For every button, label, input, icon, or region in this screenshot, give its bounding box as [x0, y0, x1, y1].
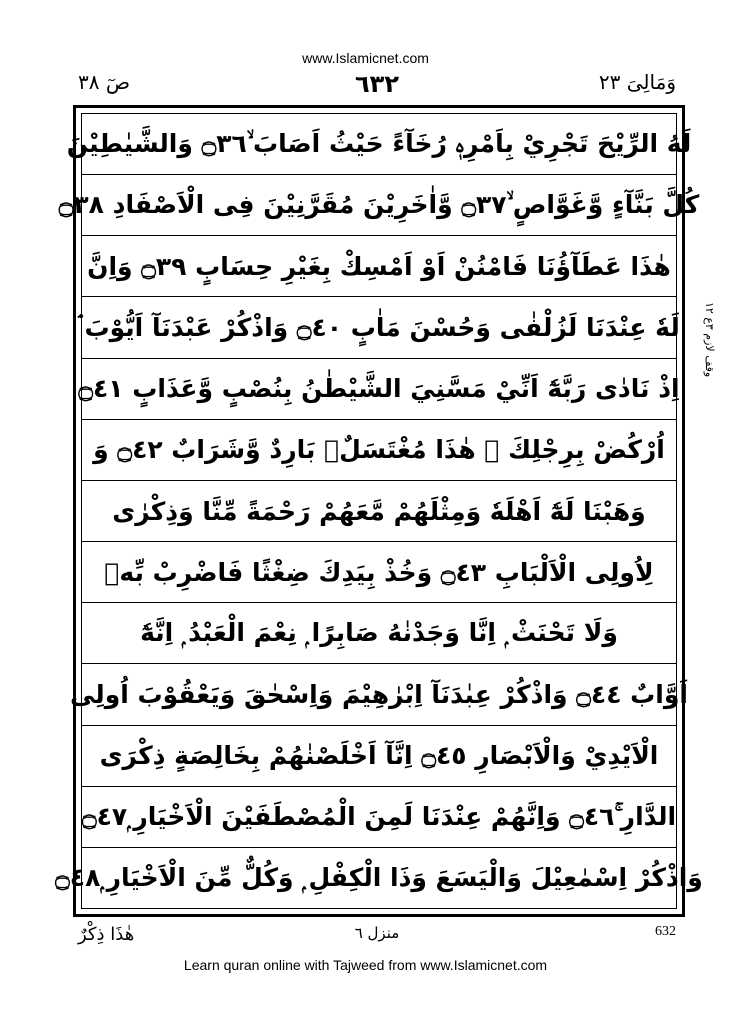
ruku-margin-note: وقف لازم ٣ع ١٢: [703, 302, 716, 378]
para-label: وَمَالِیَ ٢٣: [598, 70, 676, 94]
verse-line: لَهُ الرِّيْحَ تَجْرِيْ بِاَمْرِهٖ رُخَآءً حَيْثُ اَصَابَ ۙ۝٣٦ وَالشَّيٰطِيْنَ: [82, 114, 676, 175]
page-header: [78, 70, 676, 98]
catchword: هٰذَا ذِكْرٌ: [78, 924, 135, 945]
verse-line: وَلَا تَحْنَثْ ۭ اِنَّا وَجَدْنٰهُ صَابِرًا ۭ نِعْمَ الْعَبْدُ ۭ اِنَّهٗٓ: [82, 603, 676, 664]
site-url[interactable]: www.Islamicnet.com: [302, 50, 429, 66]
verse-line: كُلَّ بَنَّآءٍ وَّغَوَّاصٍ ۙ۝٣٧ وَّاٰخَرِيْنَ مُقَرَّنِيْنَ فِى الْاَصْفَادِ ۝٣٨: [82, 175, 676, 236]
verse-line: وَاذْكُرْ اِسْمٰعِيْلَ وَالْيَسَعَ وَذَا الْكِفْلِ ۭ وَكُلٌّ مِّنَ الْاَخْيَارِ ۭ۝٤٨: [55, 862, 703, 892]
verse-line: وَهَبْنَا لَهٗٓ اَهْلَهٗ وَمِثْلَهُمْ مَّعَهُمْ رَحْمَةً مِّنَّا وَذِكْرٰى: [82, 481, 676, 542]
verse-line: اَوَّابٌ ۝٤٤ وَاذْكُرْ عِبٰدَنَآ اِبْرٰهِيْمَ وَاِسْحٰقَ وَيَعْقُوْبَ اُولِى: [82, 664, 676, 725]
verse-line: اِذْ نَادٰى رَبَّهٗٓ اَنِّيْ مَسَّنِيَ الشَّيْطٰنُ بِنُصْبٍ وَّعَذَابٍ ۝٤١: [82, 359, 676, 420]
verse-line: الدَّارِ ۚ۝٤٦ وَاِنَّهُمْ عِنْدَنَا لَمِنَ الْمُصْطَفَيْنَ الْاَخْيَارِ ۭ۝٤٧: [82, 787, 676, 848]
surah-label: صٓ ٣٨: [78, 70, 131, 94]
manzil-label: منزل ٦: [354, 924, 400, 942]
verse-line: هٰذَا عَطَآؤُنَا فَامْنُنْ اَوْ اَمْسِكْ بِغَيْرِ حِسَابٍ ۝٣٩ وَاِنَّ: [82, 236, 676, 297]
verse-lines: [55, 113, 703, 909]
verse-line: لِاُولِى الْاَلْبَابِ ۝٤٣ وَخُذْ بِيَدِكَ ضِغْثًا فَاضْرِبْ بِّهٖ: [82, 542, 676, 603]
verse-line: الْاَيْدِيْ وَالْاَبْصَارِ ۝٤٥ اِنَّآ اَخْلَصْنٰهُمْ بِخَالِصَةٍ ذِكْرَى: [82, 726, 676, 787]
page-number-arabic: ٦٣٢: [355, 70, 399, 98]
verse-line: اُرْكُضْ بِرِجْلِكَ ۚ هٰذَا مُغْتَسَلٌۢ بَارِدٌ وَّشَرَابٌ ۝٤٢ وَ: [82, 420, 676, 481]
page-footer: [78, 924, 676, 948]
verse-line: لَهٗ عِنْدَنَا لَزُلْفٰى وَحُسْنَ مَاٰبٍ ۝٤٠ وَاذْكُرْ عَبْدَنَآ اَيُّوْبَ ۘ: [82, 297, 676, 358]
page-number: 632: [655, 924, 676, 939]
footer-tagline[interactable]: Learn quran online with Tajweed from www.Islamicnet.com: [183, 957, 548, 973]
verse-frame: [55, 105, 703, 917]
